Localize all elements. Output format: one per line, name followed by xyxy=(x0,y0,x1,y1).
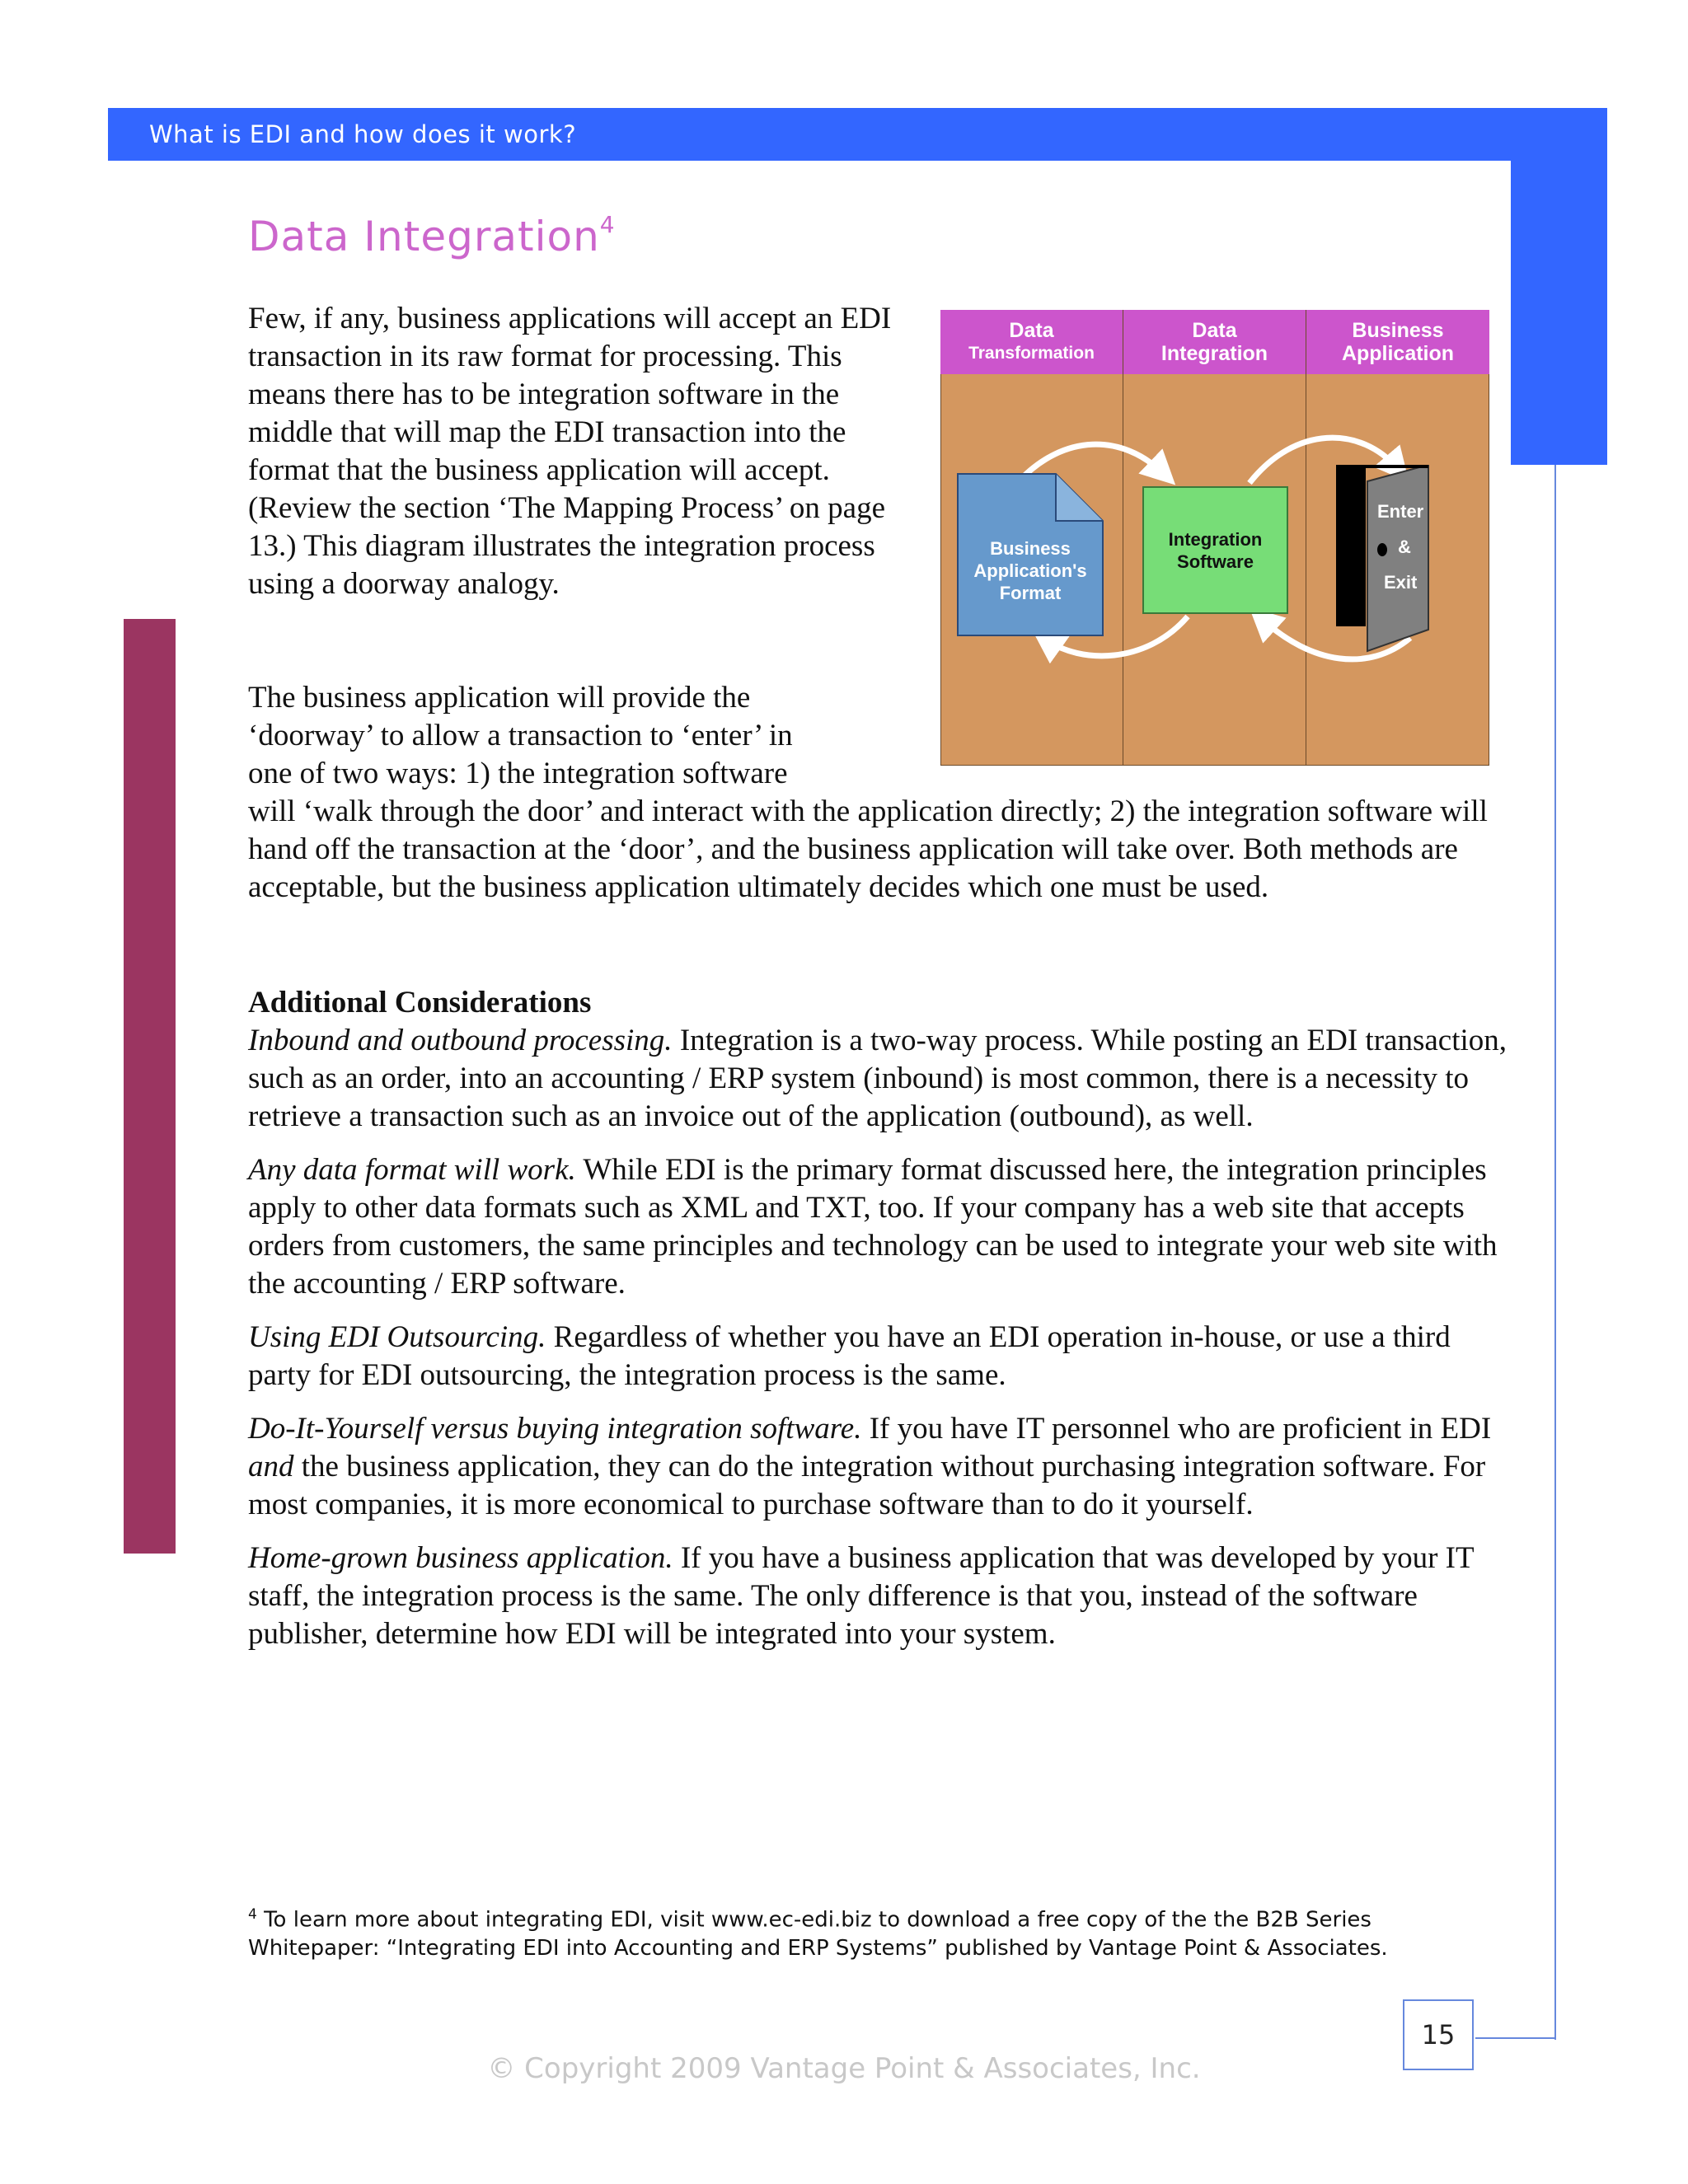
consideration-text: If you have a business application that was developed by your IT staff, the integration process is the same. The only difference is that you, instead of the software publisher, determine how EDI will be integrated into your system. xyxy=(248,1541,1474,1651)
column-header-line2: Integration xyxy=(1160,342,1268,365)
document-label xyxy=(957,537,1104,604)
consideration-emphasis: and xyxy=(248,1450,294,1483)
corner-block xyxy=(1511,108,1607,465)
section-heading: Additional Considerations xyxy=(248,986,592,1019)
page-number: 15 xyxy=(1403,1999,1474,2070)
footnote-text: To learn more about integrating EDI, visit www.ec-edi.biz to download a free copy of the the B2B Series Whitepaper: “Integrating EDI into Accounting and ERP Systems” published by Vantage Point & Associates. xyxy=(248,1907,1388,1961)
footnote-ref: 4 xyxy=(599,211,616,239)
intro-paragraph: Few, if any, business applications will accept an EDI transaction in its raw format for processing. This means there has to be integration software in the middle that will map the EDI transaction into the format that the business application will accept. (Review the section ‘The Mapping Process’ on page 13.) This diagram illustrates the integration process using a doorway analogy. xyxy=(248,302,892,601)
consideration-lead: Any data format will work. xyxy=(248,1153,576,1187)
page-title xyxy=(248,213,616,260)
consideration-text: the business application, they can do the integration without purchasing integration software. For most companies, it is more economical to purchase software than to do it yourself. xyxy=(248,1450,1486,1521)
software-label-line2: Software xyxy=(1177,551,1254,572)
door-label-enter: Enter xyxy=(1377,501,1424,522)
consideration-lead: Using EDI Outsourcing. xyxy=(248,1320,546,1354)
footnote xyxy=(248,1900,1451,1962)
running-header: What is EDI and how does it work? xyxy=(149,120,577,148)
page-number-connector xyxy=(1475,2037,1556,2039)
consideration-text: While EDI is the primary format discussed here, the integration principles apply to other data formats such as XML and TXT, too. If your company has a web site that accepts orders from customers, the same principles and technology can be used to integrate your web site with the accounting / ERP software. xyxy=(248,1153,1498,1301)
door-icon xyxy=(1336,465,1435,654)
column-header-line1: Data xyxy=(1009,319,1054,342)
consideration-outsourcing xyxy=(248,1319,1509,1394)
doorway-line-3: one of two ways: 1) the integration software xyxy=(248,757,788,790)
consideration-inbound xyxy=(248,1022,1509,1136)
right-rule xyxy=(1554,465,1556,2040)
column-header-line1: Data xyxy=(1192,319,1237,342)
consideration-text: If you have IT personnel who are proficient in EDI xyxy=(861,1412,1492,1446)
document-label-line1: Business xyxy=(990,538,1071,559)
doorway-line-1: The business application will provide the xyxy=(248,681,751,715)
document-label-line2: Application's xyxy=(973,560,1087,581)
consideration-lead: Inbound and outbound processing. xyxy=(248,1024,673,1057)
consideration-lead: Home-grown business application. xyxy=(248,1541,673,1575)
doorway-line-2: ‘doorway’ to allow a transaction to ‘enter’ in xyxy=(248,719,793,752)
consideration-text: Regardless of whether you have an EDI operation in-house, or use a third party for EDI outsourcing, the integration process is the same. xyxy=(248,1320,1451,1392)
column-header-line2: Application xyxy=(1341,342,1455,365)
door-label-exit: Exit xyxy=(1384,572,1418,593)
copyright-notice: © Copyright 2009 Vantage Point & Associates, Inc. xyxy=(487,2052,1201,2085)
doorway-paragraph xyxy=(248,679,1501,907)
document-label-line3: Format xyxy=(999,583,1062,603)
consideration-home-grown xyxy=(248,1540,1509,1653)
page-title-text: Data Integration xyxy=(248,213,600,260)
side-bar xyxy=(124,619,176,1554)
door-label-amp: & xyxy=(1398,537,1411,557)
integration-software-box xyxy=(1142,486,1288,614)
additional-considerations xyxy=(248,984,1509,1669)
footnote-number: 4 xyxy=(248,1906,257,1923)
software-label-line1: Integration xyxy=(1168,528,1263,550)
consideration-diy xyxy=(248,1410,1509,1524)
column-header-line2: Transformation xyxy=(968,344,1095,363)
consideration-text: Integration is a two-way process. While posting an EDI transaction, such as an order, into an accounting / ERP system (inbound) is most common, there is a necessity to retrieve a transaction such as an invoice out of the application (outbound), as well. xyxy=(248,1024,1507,1133)
doorway-rest: will ‘walk through the door’ and interact with the application directly; 2) the integration software will hand off the transaction at the ‘door’, and the business application will take over. Both methods are acceptable, but the business application ultimately decides which one must be used. xyxy=(248,794,1488,904)
consideration-lead: Do-It-Yourself versus buying integration software. xyxy=(248,1412,862,1446)
column-header-line1: Business xyxy=(1352,319,1444,342)
consideration-data-format xyxy=(248,1151,1509,1303)
